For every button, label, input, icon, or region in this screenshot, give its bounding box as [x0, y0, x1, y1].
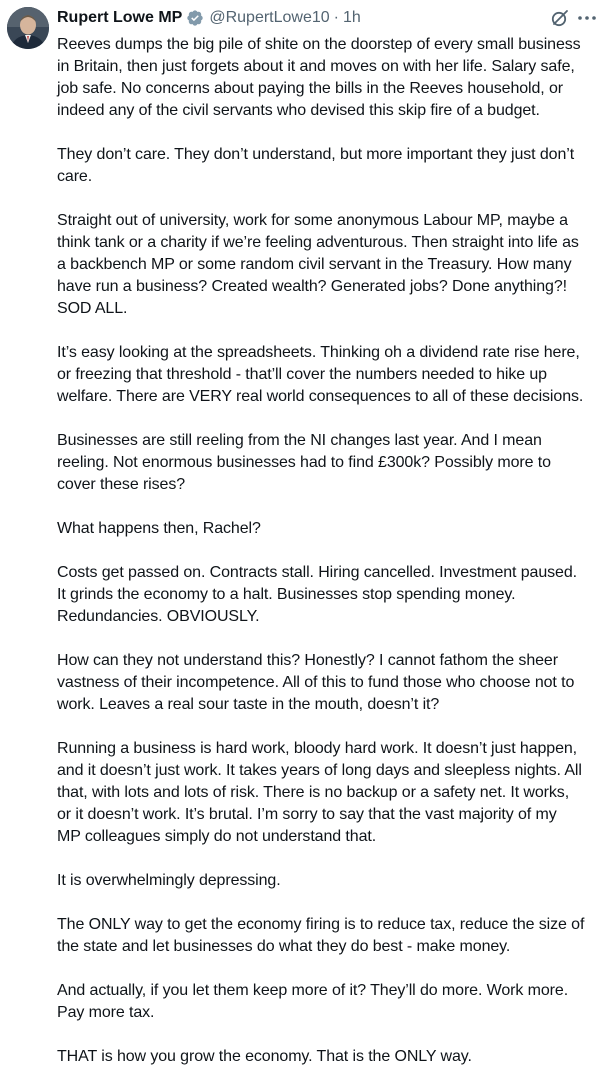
tweet-text-line: cover these rises? — [57, 476, 186, 493]
tweet-text-line: Running a business is hard work, bloody hard work. It doesn’t just happen, — [57, 740, 578, 757]
tweet-text-line: vastness of their incompetence. All of this to fund those who choose not to — [57, 674, 575, 691]
author-handle[interactable]: @RupertLowe10 — [209, 9, 330, 26]
tweet-text-line: have run a business? Created wealth? Generated jobs? Done anything?! — [57, 278, 567, 295]
tweet-text-line: think tank or a charity if we’re feeling adventurous. Then straight into life as — [57, 234, 579, 251]
tweet-text-line: job safe. No concerns about paying the bills in the Reeves household, or — [57, 80, 564, 97]
avatar[interactable] — [7, 7, 49, 49]
author-name[interactable]: Rupert Lowe MP — [57, 9, 183, 26]
tweet-text-line: It is overwhelmingly depressing. — [57, 872, 281, 889]
separator-dot: · — [333, 9, 339, 26]
tweet-paragraph — [57, 1046, 599, 1068]
tweet-paragraph — [57, 562, 599, 628]
tweet-text-line: or it doesn’t work. It’s brutal. I’m sorry to say that the vast majority of my — [57, 806, 557, 823]
tweet-text-line: a backbench MP or some random civil servant in the Treasury. How many — [57, 256, 572, 273]
tweet-text-line: It grinds the economy to a halt. Businesses stop spending money. — [57, 586, 516, 603]
tweet-text-line: the state and let businesses do what they do best - make money. — [57, 938, 511, 955]
tweet-paragraph — [57, 342, 599, 408]
tweet-text-line: Redundancies. OBVIOUSLY. — [57, 608, 260, 625]
tweet-paragraph — [57, 650, 599, 716]
tweet-text-line: MP colleagues simply do not understand that. — [57, 828, 377, 845]
tweet-text-line: and it doesn’t just work. It takes years of long days and sleepless nights. All — [57, 762, 582, 779]
tweet-text-line: THAT is how you grow the economy. That is the ONLY way. — [57, 1048, 472, 1065]
avatar-photo — [7, 7, 49, 49]
tweet-text-line: SOD ALL. — [57, 300, 128, 317]
tweet-text — [57, 34, 599, 1068]
tweet-text-line: welfare. There are VERY real world consequences to all of these decisions. — [57, 388, 584, 405]
more-options-icon[interactable] — [576, 8, 598, 28]
tweet-text-line: indeed any of the civil servants who devised this skip fire of a budget. — [57, 102, 540, 119]
tweet-text-line: Businesses are still reeling from the NI changes last year. And I mean — [57, 432, 542, 449]
tweet-paragraph — [57, 738, 599, 848]
tweet-text-line: care. — [57, 168, 93, 185]
tweet-text-line: work. Leaves a real sour taste in the mouth, doesn’t it? — [57, 696, 440, 713]
verified-badge-icon — [186, 9, 204, 27]
tweet-header — [57, 7, 361, 29]
tweet-text-line: Pay more tax. — [57, 1004, 155, 1021]
tweet-paragraph — [57, 34, 599, 122]
tweet-text-line: The ONLY way to get the economy firing is to reduce tax, reduce the size of — [57, 916, 585, 933]
tweet-paragraph — [57, 144, 599, 188]
tweet-paragraph — [57, 914, 599, 958]
tweet-text-line: And actually, if you let them keep more of it? They’ll do more. Work more. — [57, 982, 569, 999]
tweet-paragraph — [57, 518, 599, 540]
tweet-text-line: It’s easy looking at the spreadsheets. Thinking oh a dividend rate rise here, — [57, 344, 580, 361]
tweet-paragraph — [57, 980, 599, 1024]
tweet-text-line: that, with lots and lots of risk. There is no backup or a safety net. It works, — [57, 784, 570, 801]
tweet-text-line: What happens then, Rachel? — [57, 520, 261, 537]
tweet-text-line: Costs get passed on. Contracts stall. Hiring cancelled. Investment paused. — [57, 564, 577, 581]
tweet-text-line: reeling. Not enormous businesses had to find £300k? Possibly more to — [57, 454, 551, 471]
grok-icon[interactable] — [550, 8, 570, 28]
tweet-text-line: Reeves dumps the big pile of shite on the doorstep of every small business — [57, 36, 581, 53]
tweet-text-line: or freezing that threshold - that’ll cover the numbers needed to hike up — [57, 366, 547, 383]
timestamp[interactable]: 1h — [342, 9, 361, 26]
tweet-paragraph — [57, 870, 599, 892]
tweet-paragraph — [57, 430, 599, 496]
tweet-text-line: Straight out of university, work for some anonymous Labour MP, maybe a — [57, 212, 568, 229]
tweet-paragraph — [57, 210, 599, 320]
tweet-text-line: They don’t care. They don’t understand, but more important they just don’t — [57, 146, 575, 163]
tweet-text-line: How can they not understand this? Honestly? I cannot fathom the sheer — [57, 652, 558, 669]
tweet-text-line: in Britain, then just forgets about it and moves on with her life. Salary safe, — [57, 58, 575, 75]
